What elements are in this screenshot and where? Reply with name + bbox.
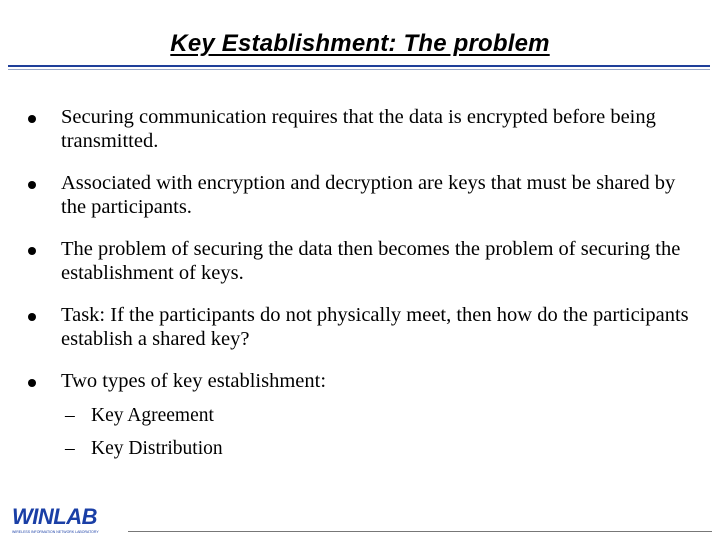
logo-text: WINLAB bbox=[12, 504, 97, 529]
bullet-dot-icon bbox=[28, 181, 36, 189]
sub-bullet-text: Key Agreement bbox=[91, 405, 214, 426]
bullet-dot-icon bbox=[28, 115, 36, 123]
bullet-text: Task: If the participants do not physically meet, then how do the participants establish a shared key? bbox=[61, 304, 689, 350]
sub-bullet-text: Key Distribution bbox=[91, 438, 223, 459]
dash-icon: – bbox=[65, 405, 75, 426]
bullet-text: Two types of key establishment: bbox=[61, 370, 327, 392]
bullet-text: Associated with encryption and decryption are keys that must be shared by the participants. bbox=[61, 172, 676, 218]
winlab-logo bbox=[12, 506, 122, 536]
bullet-item bbox=[28, 303, 698, 351]
footer-divider bbox=[128, 531, 712, 532]
bullet-item bbox=[28, 369, 698, 465]
bullet-item bbox=[28, 105, 698, 153]
title-divider bbox=[8, 65, 710, 67]
slide-title: Key Establishment: The problem bbox=[170, 30, 550, 57]
dash-icon: – bbox=[65, 438, 75, 459]
bullet-text: The problem of securing the data then becomes the problem of securing the establishment of keys. bbox=[61, 238, 681, 284]
sub-bullet-item bbox=[61, 399, 698, 432]
logo-subtext: WIRELESS INFORMATION NETWORK LABORATORY bbox=[12, 530, 99, 534]
bullet-dot-icon bbox=[28, 379, 36, 387]
bullet-item bbox=[28, 237, 698, 285]
bullet-item bbox=[28, 171, 698, 219]
bullet-dot-icon bbox=[28, 313, 36, 321]
sub-bullet-item bbox=[61, 432, 698, 465]
bullet-list bbox=[28, 105, 698, 483]
bullet-dot-icon bbox=[28, 247, 36, 255]
bullet-text: Securing communication requires that the data is encrypted before being transmitted. bbox=[61, 106, 656, 152]
sub-bullet-list bbox=[61, 399, 698, 465]
title-divider-shadow bbox=[8, 69, 710, 70]
